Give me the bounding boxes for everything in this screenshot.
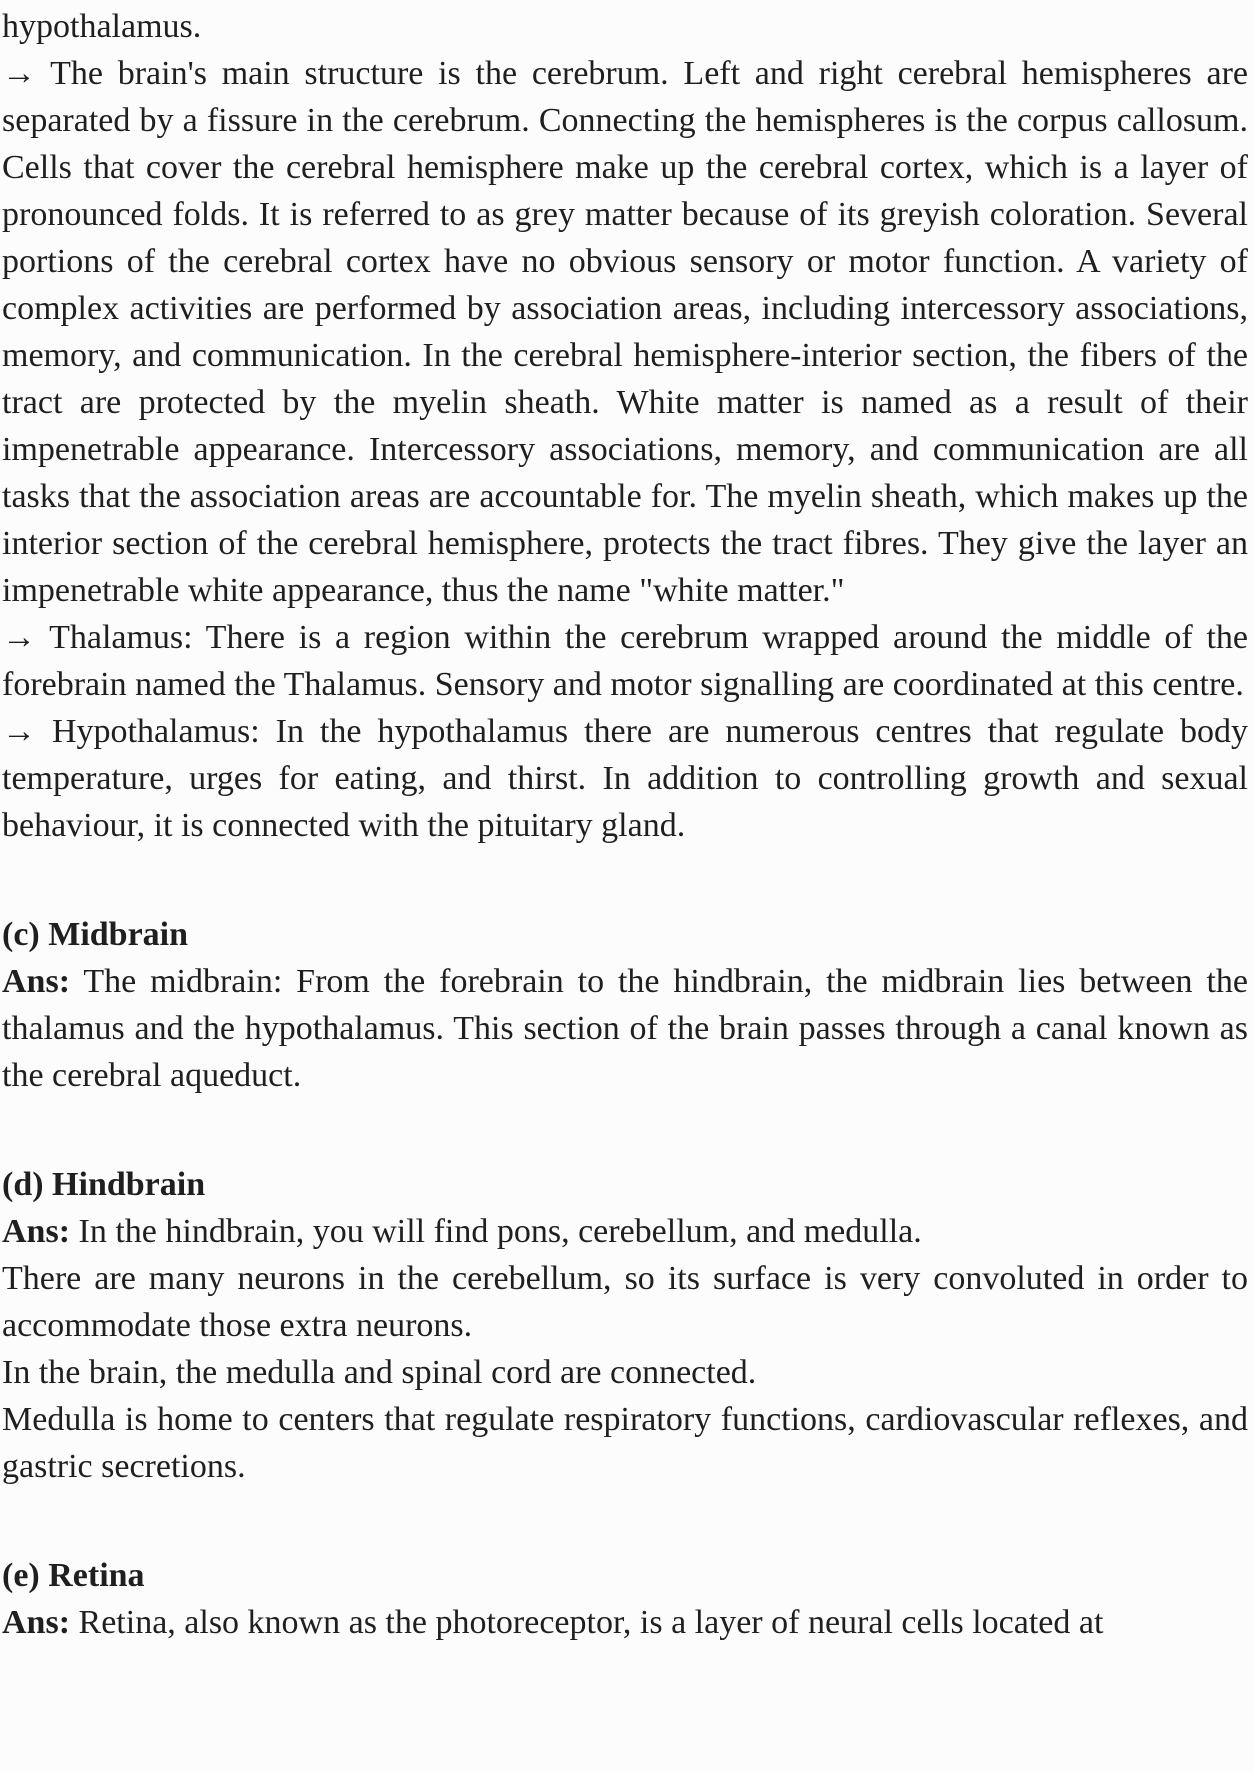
answer-text-retina: Retina, also known as the photoreceptor, is a layer of neural cells located at (78, 1604, 1104, 1641)
section-heading-hindbrain: (d) Hindbrain (2, 1166, 206, 1203)
paragraph-medulla-centers: Medulla is home to centers that regulate respiratory functions, cardiovascular reflexes, and gastric secretions. (2, 1401, 1248, 1485)
answer-paragraph-retina (2, 1599, 1248, 1646)
answer-paragraph-midbrain (2, 958, 1248, 1099)
answer-text-hindbrain: In the hindbrain, you will find pons, cerebellum, and medulla. (78, 1213, 922, 1250)
bullet-paragraph-cerebrum: → The brain's main structure is the cerebrum. Left and right cerebral hemispheres are separated by a fissure in the cerebrum. Connecting the hemispheres is the corpus callosum. Cells that cover the cerebral hemisphere make up the cerebral cortex, which is a layer of pronounced folds. It is referred to as grey matter because of its greyish coloration. Several portions of the cerebral cortex have no obvious sensory or motor function. A variety of complex activities are performed by association areas, including intercessory associations, memory, and communication. In the cerebral hemisphere-interior section, the fibers of the tract are protected by the myelin sheath. White matter is named as a result of their impenetrable appearance. Intercessory associations, memory, and communication are all tasks that the association areas are accountable for. The myelin sheath, which makes up the interior section of the cerebral hemisphere, protects the tract fibres. They give the layer an impenetrable white appearance, thus the name "white matter." (2, 55, 1248, 609)
answer-text-midbrain: The midbrain: From the forebrain to the hindbrain, the midbrain lies between the thalamus and the hypothalamus. This section of the brain passes through a canal known as the cerebral aqueduct. (2, 963, 1248, 1094)
answer-paragraph-hindbrain (2, 1208, 1248, 1255)
bullet-paragraph-thalamus: → Thalamus: There is a region within the cerebrum wrapped around the middle of the forebrain named the Thalamus. Sensory and motor signalling are coordinated at this centre. (2, 619, 1248, 703)
answer-label-retina: Ans: (2, 1604, 71, 1641)
answer-label-hindbrain: Ans: (2, 1213, 71, 1250)
paragraph-continuation-hypothalamus: hypothalamus. (2, 8, 202, 45)
section-heading-retina: (e) Retina (2, 1557, 145, 1594)
section-heading-midbrain: (c) Midbrain (2, 916, 189, 953)
answer-label-midbrain: Ans: (2, 963, 71, 1000)
bullet-paragraph-hypothalamus: → Hypothalamus: In the hypothalamus there are numerous centres that regulate body temperature, urges for eating, and thirst. In addition to controlling growth and sexual behaviour, it is connected with the pituitary gland. (2, 713, 1248, 844)
paragraph-cerebellum-neurons: There are many neurons in the cerebellum, so its surface is very convoluted in order to accommodate those extra neurons. (2, 1260, 1248, 1344)
paragraph-medulla-spinal-cord: In the brain, the medulla and spinal cord are connected. (2, 1354, 757, 1391)
